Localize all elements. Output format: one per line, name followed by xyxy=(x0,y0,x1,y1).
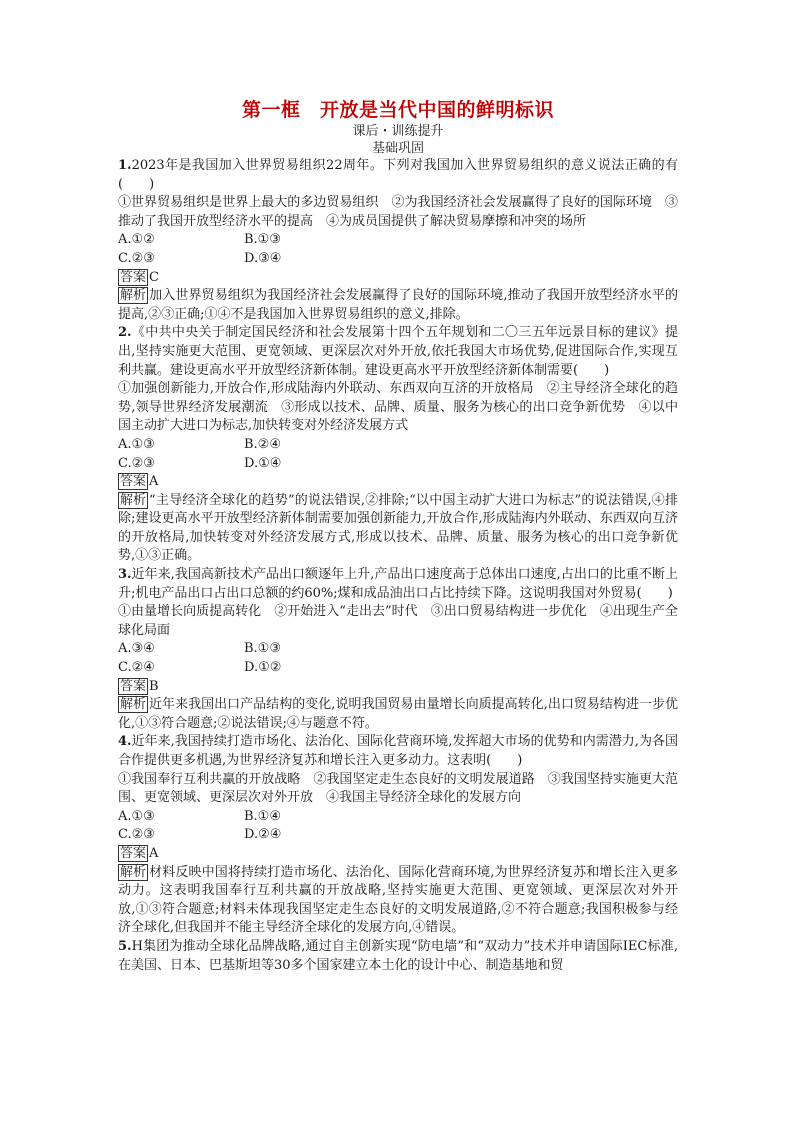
option-b: B.①③ xyxy=(244,232,281,248)
explanation-tag: 解析 xyxy=(120,288,147,304)
answer-value: C xyxy=(149,269,159,285)
question-3 xyxy=(118,566,678,603)
explanation-1 xyxy=(118,287,678,324)
question-stem: 2023年是我国加入世界贸易组织22周年。下列对我国加入世界贸易组织的意义说法正确的有( ) xyxy=(118,158,678,192)
options-3 xyxy=(118,640,678,677)
page-title: 第一框 开放是当代中国的鲜明标识 xyxy=(241,99,554,121)
answer-1 xyxy=(118,269,678,288)
question-5 xyxy=(118,938,678,975)
explanation-3 xyxy=(118,696,678,733)
section-heading: 基础巩固 xyxy=(371,141,424,156)
option-d: D.①② xyxy=(244,660,282,676)
options-4 xyxy=(118,808,678,845)
option-a: A.③④ xyxy=(118,641,155,657)
answer-2 xyxy=(118,473,678,492)
answer-value: A xyxy=(149,845,159,861)
explanation-text: 近年来我国出口产品结构的变化,说明我国贸易由量增长向质提高转化,出口贸易结构进一步优化,①③符合题意;②说法错误;④与题意不符。 xyxy=(118,697,678,731)
question-number: 2. xyxy=(118,325,132,341)
explanation-tag: 解析 xyxy=(120,697,147,713)
answer-tag: 答案 xyxy=(120,269,147,285)
option-a: A.①③ xyxy=(118,436,155,452)
option-b: B.①④ xyxy=(244,808,281,824)
answer-value: A xyxy=(149,474,159,490)
question-statements: ①世界贸易组织是世界上最大的多边贸易组织 ②为我国经济社会发展赢得了良好的国际环境 ③推动了我国开放型经济水平的提高 ④为成员国提供了解决贸易摩擦和冲突的场所 xyxy=(118,195,678,229)
question-number: 1. xyxy=(118,158,132,173)
question-4 xyxy=(118,733,678,770)
explanation-2 xyxy=(118,492,678,566)
options-2 xyxy=(118,436,678,473)
page-subtitle: 课后・训练提升 xyxy=(352,124,444,139)
option-d: D.③④ xyxy=(244,250,282,266)
explanation-text: 加入世界贸易组织为我国经济社会发展赢得了良好的国际环境,推动了我国开放型经济水平的提高,②③正确;①④不是我国加入世界贸易组织的意义,排除。 xyxy=(118,288,678,322)
answer-tag: 答案 xyxy=(120,678,147,694)
option-c: C.②④ xyxy=(118,660,155,676)
question-statements: ①加强创新能力,开放合作,形成陆海内外联动、东西双向互济的开放格局 ②主导经济全球化的趋势,领导世界经济发展潮流 ③形成以技术、品牌、质量、服务为核心的出口竞争新优势 ④以中国主动扩大进口为标志,加快转变对外经济发展方式 xyxy=(118,381,678,434)
question-number: 5. xyxy=(118,938,132,954)
option-a: A.①② xyxy=(118,232,155,248)
option-c: C.②③ xyxy=(118,455,155,471)
question-stem: H集团为推动全球化品牌战略,通过自主创新实现“防电墙”和“双动力”技术并申请国际IEC标准,在美国、日本、巴基斯坦等30多个国家建立本土化的设计中心、制造基地和贸 xyxy=(118,938,678,973)
option-d: D.①④ xyxy=(244,455,282,471)
question-statements: ①我国奉行互利共赢的开放战略 ②我国坚定走生态良好的文明发展道路 ③我国坚持实施更大范围、更宽领域、更深层次对外开放 ④我国主导经济全球化的发展方向 xyxy=(118,771,678,806)
question-number: 4. xyxy=(118,734,132,750)
option-b: B.①③ xyxy=(244,641,281,657)
question-statements: ①由量增长向质提高转化 ②开始进入“走出去”时代 ③出口贸易结构进一步优化 ④出现生产全球化局面 xyxy=(118,604,678,638)
document-content xyxy=(118,98,678,975)
question-stem: 近年来,我国高新技术产品出口额逐年上升,产品出口速度高于总体出口速度,占出口的比重不断上升;机电产品出口占出口总额的约60%;煤和成品油出口占比持续下降。这说明我国对外贸易( ) xyxy=(118,567,678,601)
option-c: C.②③ xyxy=(118,827,155,843)
answer-3 xyxy=(118,678,678,697)
answer-value: B xyxy=(149,678,159,694)
question-stem: 近年来,我国持续打造市场化、法治化、国际化营商环境,发挥超大市场的优势和内需潜力,为各国合作提供更多机遇,为世界经济复苏和增长注入更多动力。这表明( ) xyxy=(118,734,678,768)
explanation-tag: 解析 xyxy=(120,864,147,880)
question-2 xyxy=(118,324,678,380)
option-b: B.②④ xyxy=(244,436,281,452)
option-a: A.①③ xyxy=(118,808,155,824)
option-d: D.②④ xyxy=(244,827,282,843)
question-stem: 《中共中央关于制定国民经济和社会发展第十四个五年规划和二〇三五年远景目标的建议》提出,坚持实施更大范围、更宽领域、更深层次对外开放,依托我国大市场优势,促进国际合作,实现互利共赢。建设更高水平开放型经济新体制。建设更高水平开放型经济新体制需要( ) xyxy=(118,325,678,378)
options-1 xyxy=(118,231,678,268)
answer-tag: 答案 xyxy=(120,474,147,490)
question-1 xyxy=(118,157,678,194)
explanation-4 xyxy=(118,864,678,938)
answer-4 xyxy=(118,845,678,864)
explanation-text: 材料反映中国将持续打造市场化、法治化、国际化营商环境,为世界经济复苏和增长注入更多动力。这表明我国奉行互利共赢的开放战略,坚持实施更大范围、更宽领域、更深层次对外开放,①③符合题意;材料未体现我国坚定走生态良好的文明发展道路,②不符合题意;我国积极参与经济全球化,但我国并不能主导经济全球化的发展方向,④错误。 xyxy=(118,864,678,936)
explanation-tag: 解析 xyxy=(120,492,147,508)
answer-tag: 答案 xyxy=(120,845,147,861)
question-number: 3. xyxy=(118,567,132,583)
option-c: C.②③ xyxy=(118,250,155,266)
explanation-text: “主导经济全球化的趋势”的说法错误,②排除;“以中国主动扩大进口为标志”的说法错误,④排除;建设更高水平开放型经济新体制需要加强创新能力,开放合作,形成陆海内外联动、东西双向互济的开放格局,加快转变对外经济发展方式,形成以技术、品牌、质量、服务为核心的出口竞争新优势,①③正确。 xyxy=(118,492,678,564)
